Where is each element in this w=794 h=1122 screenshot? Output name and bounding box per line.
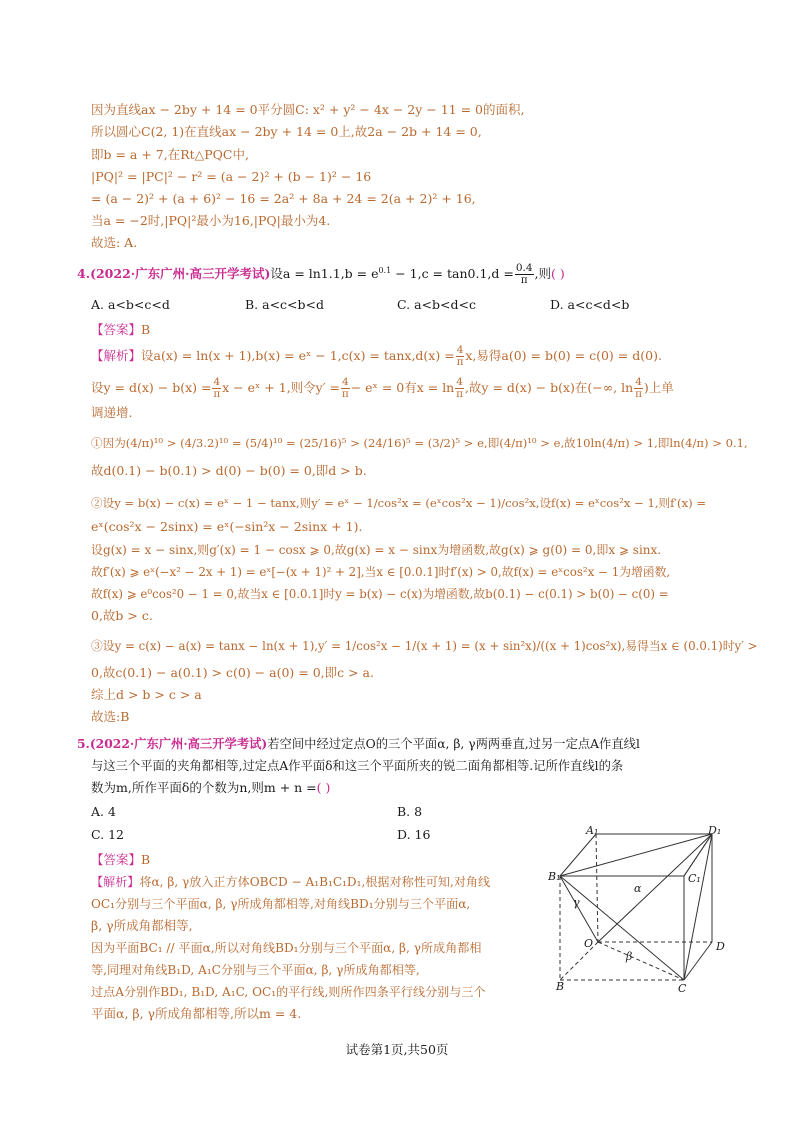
- question-5-number: 5.: [77, 736, 90, 751]
- q5-l1: 若空间中经过定点O的三个平面α, β, γ两两垂直,过另一定点A作直线l: [267, 737, 640, 751]
- prev-line-1: 因为直线ax − 2by + 14 = 0平分圆C: x² + y² − 4x − 2y − 11 = 0的面积,: [91, 102, 525, 117]
- label-b1: B₁: [548, 870, 561, 883]
- prev-line-3: 即b = a + 7,在Rt△PQC中,: [91, 147, 249, 162]
- fraction-d: $\frac{0.4}{\pi}$: [515, 262, 533, 287]
- q4-analysis-line-10: 故f(x) ⩾ e⁰cos²0 − 1 = 0,故当x ∈ [0.0.1]时y = b(x) − c(x)为增函数,故b(0.1) − c(0.1) > b(0) − c(0) =: [91, 587, 669, 601]
- q4-analysis-line-6: ②设y = b(x) − c(x) = eˣ − 1 − tanx,则y′ = eˣ − 1/cos²x = (eˣcos²x − 1)/cos²x,设f(x) = eˣcos²x − 1,则f′(x) =: [91, 496, 707, 510]
- label-c1: C₁: [688, 872, 701, 885]
- answer-tag: 【答案】: [91, 322, 142, 337]
- fraction-4-over-pi: $\frac{4}{\pi}$: [635, 376, 642, 400]
- option-b: B. a<c<b<d: [245, 297, 325, 312]
- q4-analysis-line-8: 设g(x) = x − sinx,则g′(x) = 1 − cosx ⩾ 0,故g(x) = x − sinx为增函数,故g(x) ⩾ g(0) = 0,即x ⩾ sinx.: [91, 543, 662, 557]
- q5-analysis-line-6: 过点A分别作BD₁, B₁D, A₁C, OC₁的平行线,则所作四条平行线分别与三个: [91, 985, 486, 999]
- q5-option-a: A. 4: [91, 804, 116, 819]
- label-b: B: [556, 980, 565, 993]
- q5-option-c: C. 12: [91, 827, 124, 842]
- analysis-tag: 【解析】: [91, 348, 142, 363]
- answer-value: B: [141, 322, 151, 337]
- q4-s2b: x − eˣ + 1,则令y′ =: [222, 380, 341, 395]
- cube-figure: [548, 822, 734, 1000]
- question-5-stem-line-3: [91, 779, 330, 797]
- q5-analysis-line-3: β, γ所成角都相等,: [91, 918, 193, 933]
- q4-exponent: 0.1: [378, 266, 392, 275]
- question-5-stem-line-1: [77, 735, 640, 753]
- q4-s2a: 设y = d(x) − b(x) =: [91, 380, 212, 395]
- q4-answer: [91, 321, 150, 339]
- q4-analysis-line-13: 0,故c(0.1) − a(0.1) > c(0) − a(0) = 0,即c > a.: [91, 665, 374, 680]
- q4-analysis-line-3: 调递增.: [91, 405, 133, 420]
- fraction-4-over-pi: $\frac{4}{\pi}$: [456, 344, 464, 368]
- q4-analysis-line-12: ③设y = c(x) − a(x) = tanx − ln(x + 1),y′ = 1/cos²x − 1/(x + 1) = (x + sin²x)/((x + 1)cos²x),易得当x ∈ (0.0.1)时y′ >: [91, 639, 758, 653]
- answer-value: B: [141, 852, 151, 867]
- q4-s2d: ,故y = d(x) − b(x)在(−∞, ln: [464, 380, 634, 395]
- q4-stem-part-a: 设a = ln1.1,b = e: [270, 266, 379, 282]
- label-beta: β: [626, 950, 633, 963]
- q4-s1a: 设a(x) = ln(x + 1),b(x) = eˣ − 1,c(x) = tanx,d(x) =: [141, 348, 455, 363]
- option-c: C. a<b<d<c: [397, 297, 476, 312]
- label-a1: A₁: [586, 824, 599, 837]
- label-c: C: [678, 982, 687, 995]
- label-d: D: [716, 940, 725, 953]
- fraction-4-over-pi: $\frac{4}{\pi}$: [213, 376, 221, 400]
- fraction-4-over-pi: $\frac{4}{\pi}$: [341, 376, 349, 400]
- q4-analysis-line-11: 0,故b > c.: [91, 608, 153, 623]
- answer-blank: ( ): [551, 266, 565, 282]
- label-o: O: [584, 937, 594, 950]
- q4-analysis-line-15: 故选:B: [91, 709, 130, 724]
- q5-analysis-line-2: OC₁分别与三个平面α, β, γ所成角都相等,对角线BD₁分别与三个平面α,: [91, 897, 471, 911]
- label-gamma: γ: [573, 896, 580, 909]
- q4-analysis-line-7: eˣ(cos²x − 2sinx) = eˣ(−sin²x − 2sinx + 1).: [91, 519, 363, 534]
- q4-s1b: x,易得a(0) = b(0) = c(0) = d(0).: [465, 348, 662, 363]
- q5-option-d: D. 16: [397, 827, 431, 842]
- q4-stem-part-c: ,则: [534, 266, 552, 282]
- label-alpha: α: [634, 882, 642, 895]
- question-5-source: (2022·广东广州·高三开学考试): [89, 736, 268, 751]
- q5-option-b: B. 8: [397, 804, 423, 819]
- q4-stem-part-b: − 1,c = tan0.1,d =: [391, 266, 514, 282]
- option-a: A. a<b<c<d: [91, 297, 170, 312]
- q4-s2e: )上单: [643, 380, 674, 395]
- q5-l3: 数为m,所作平面δ的个数为n,则m + n =: [91, 780, 317, 795]
- question-5-stem-line-2: 与这三个平面的夹角都相等,过定点A作平面δ和这三个平面所夹的锐二面角都相等.记所作直线l的条: [91, 759, 624, 773]
- q4-analysis-line-14: 综上d > b > c > a: [91, 687, 202, 702]
- prev-line-6: 当a = −2时,|PQ|²最小为16,|PQ|最小为4.: [91, 213, 331, 228]
- prev-line-5: = (a − 2)² + (a + 6)² − 16 = 2a² + 8a + 24 = 2(a + 2)² + 16,: [91, 191, 476, 206]
- option-d: D. a<c<d<b: [550, 297, 630, 312]
- prev-line-7: 故选: A.: [91, 235, 138, 250]
- answer-tag: 【答案】: [91, 852, 142, 867]
- fraction-4-over-pi: $\frac{4}{\pi}$: [456, 376, 464, 400]
- q5-analysis-line-5: 等,同理对角线B₁D, A₁C分别与三个平面α, β, γ所成角都相等,: [91, 963, 420, 977]
- prev-line-2: 所以圆心C(2, 1)在直线ax − 2by + 14 = 0上,故2a − 2b + 14 = 0,: [91, 124, 482, 139]
- answer-blank: ( ): [316, 780, 331, 795]
- q5-a1: 将α, β, γ放入正方体OBCD − A₁B₁C₁D₁,根据对称性可知,对角线: [139, 875, 491, 889]
- question-4-number: 4.: [77, 266, 91, 282]
- q4-analysis-line-9: 故f′(x) ⩾ eˣ(−x² − 2x + 1) = eˣ[−(x + 1)² + 2],当x ∈ [0.0.1]时f′(x) > 0,故f(x) = eˣcos²x − 1为增函数,: [91, 565, 671, 579]
- q5-answer: [91, 851, 150, 869]
- analysis-tag: 【解析】: [91, 875, 140, 889]
- label-d1: D₁: [708, 824, 722, 837]
- q5-analysis-line-1: [91, 873, 490, 891]
- q4-s2c: − eˣ = 0有x = ln: [350, 380, 455, 395]
- prev-line-4: |PQ|² = |PC|² − r² = (a − 2)² + (b − 1)² − 16: [91, 169, 372, 184]
- question-4-stem: [77, 262, 565, 286]
- q4-analysis-line-1: [91, 345, 662, 368]
- q4-analysis-line-2: [91, 377, 674, 400]
- page-footer: 试卷第1页,共50页: [345, 1042, 449, 1057]
- q4-analysis-line-5: 故d(0.1) − b(0.1) > d(0) − b(0) = 0,即d > b.: [91, 463, 367, 478]
- q5-analysis-line-7: 平面α, β, γ所成角都相等,所以m = 4.: [91, 1006, 302, 1021]
- question-4-source: (2022·广东广州·高三开学考试): [90, 266, 271, 282]
- q5-analysis-line-4: 因为平面BC₁ // 平面α,所以对角线BD₁分别与三个平面α, β, γ所成角都相: [91, 941, 482, 955]
- q4-analysis-line-4: ①因为(4/π)¹⁰ > (4/3.2)¹⁰ = (5/4)¹⁰ = (25/16)⁵ > (24/16)⁵ = (3/2)⁵ > e,即(4/π)¹⁰ > e,故10ln(4/π) > 1,即ln(4/π) > 0.1,: [91, 436, 748, 450]
